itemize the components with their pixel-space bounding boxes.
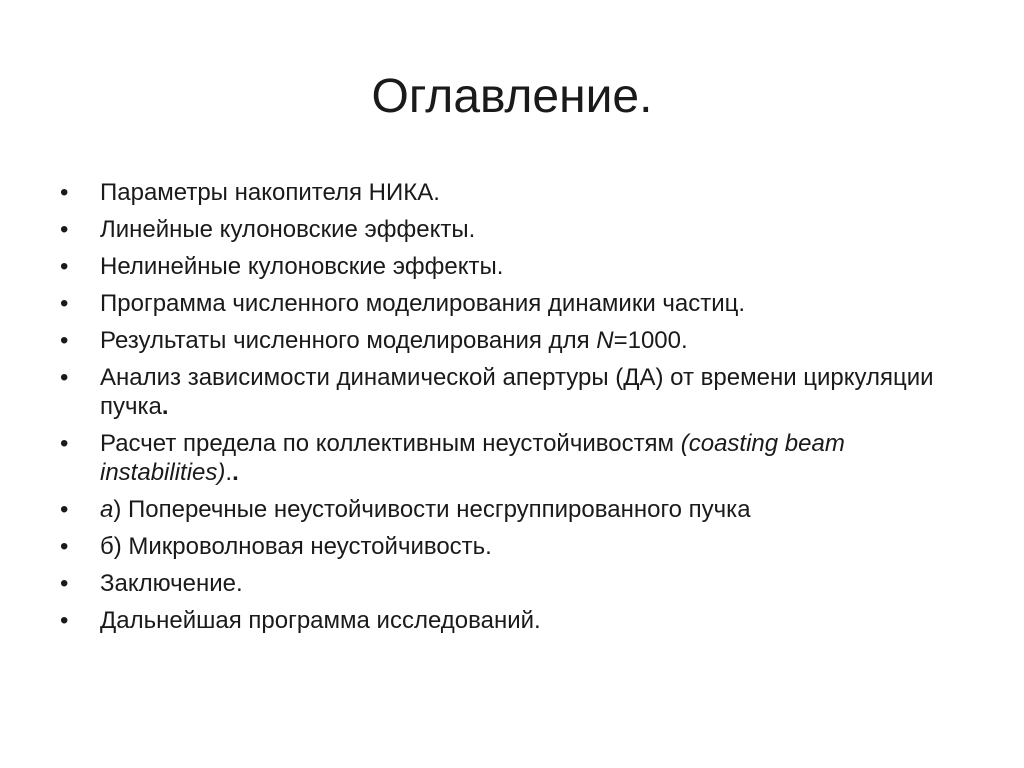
- list-item: [60, 252, 960, 281]
- list-item-text: Линейные кулоновские эффекты.: [100, 216, 476, 243]
- list-item: [60, 363, 960, 421]
- list-item-text-part: ) Поперечные неустойчивости несгруппированного пучка: [113, 496, 751, 523]
- bullet-icon: •: [60, 607, 69, 634]
- list-item: [60, 326, 960, 355]
- list-item-text-part: .: [225, 459, 233, 486]
- bullet-icon: •: [60, 179, 69, 206]
- italic-english-term: (coasting beam instabilities): [100, 430, 845, 486]
- list-item-text-part: Анализ зависимости динамической апертуры (ДА) от времени циркуляции пучка: [100, 364, 934, 420]
- bullet-icon: •: [60, 364, 69, 391]
- slide-title: Оглавление.: [371, 70, 653, 123]
- bullet-icon: •: [60, 327, 69, 354]
- list-item-text: Дальнейшая программа исследований.: [100, 607, 541, 634]
- list-item: [60, 289, 960, 318]
- italic-letter: а: [100, 496, 114, 523]
- list-item-text: [100, 363, 960, 421]
- bullet-icon: •: [60, 570, 69, 597]
- list-item-text: [100, 429, 960, 487]
- bullet-icon: •: [60, 496, 69, 523]
- list-item: [60, 215, 960, 244]
- list-item: [60, 178, 960, 207]
- bold-period: .: [161, 393, 169, 420]
- bullet-icon: •: [60, 216, 69, 243]
- list-item-text: [100, 495, 960, 524]
- list-item: [60, 495, 960, 524]
- list-item: [60, 606, 960, 635]
- list-item: [60, 429, 960, 487]
- list-item: [60, 569, 960, 598]
- list-item-text-part: Результаты численного моделирования для: [100, 327, 597, 354]
- bullet-icon: •: [60, 430, 69, 457]
- variable-n: N: [596, 327, 614, 354]
- list-item-text: Нелинейные кулоновские эффекты.: [100, 253, 504, 280]
- list-item-text-part: =1000.: [613, 327, 688, 354]
- bullet-icon: •: [60, 253, 69, 280]
- bullet-icon: •: [60, 290, 69, 317]
- bullet-list: [60, 178, 960, 643]
- list-item-text: Программа численного моделирования динамики частиц.: [100, 290, 746, 317]
- list-item-text: б) Микроволновая неустойчивость.: [100, 533, 492, 560]
- bullet-icon: •: [60, 533, 69, 560]
- list-item-text-part: Расчет предела по коллективным неустойчивостям: [100, 430, 681, 457]
- list-item-text: Параметры накопителя НИКА.: [100, 179, 440, 206]
- bold-period: .: [232, 459, 239, 486]
- list-item-text: Заключение.: [100, 570, 243, 597]
- list-item-text: [100, 326, 960, 355]
- list-item: [60, 532, 960, 561]
